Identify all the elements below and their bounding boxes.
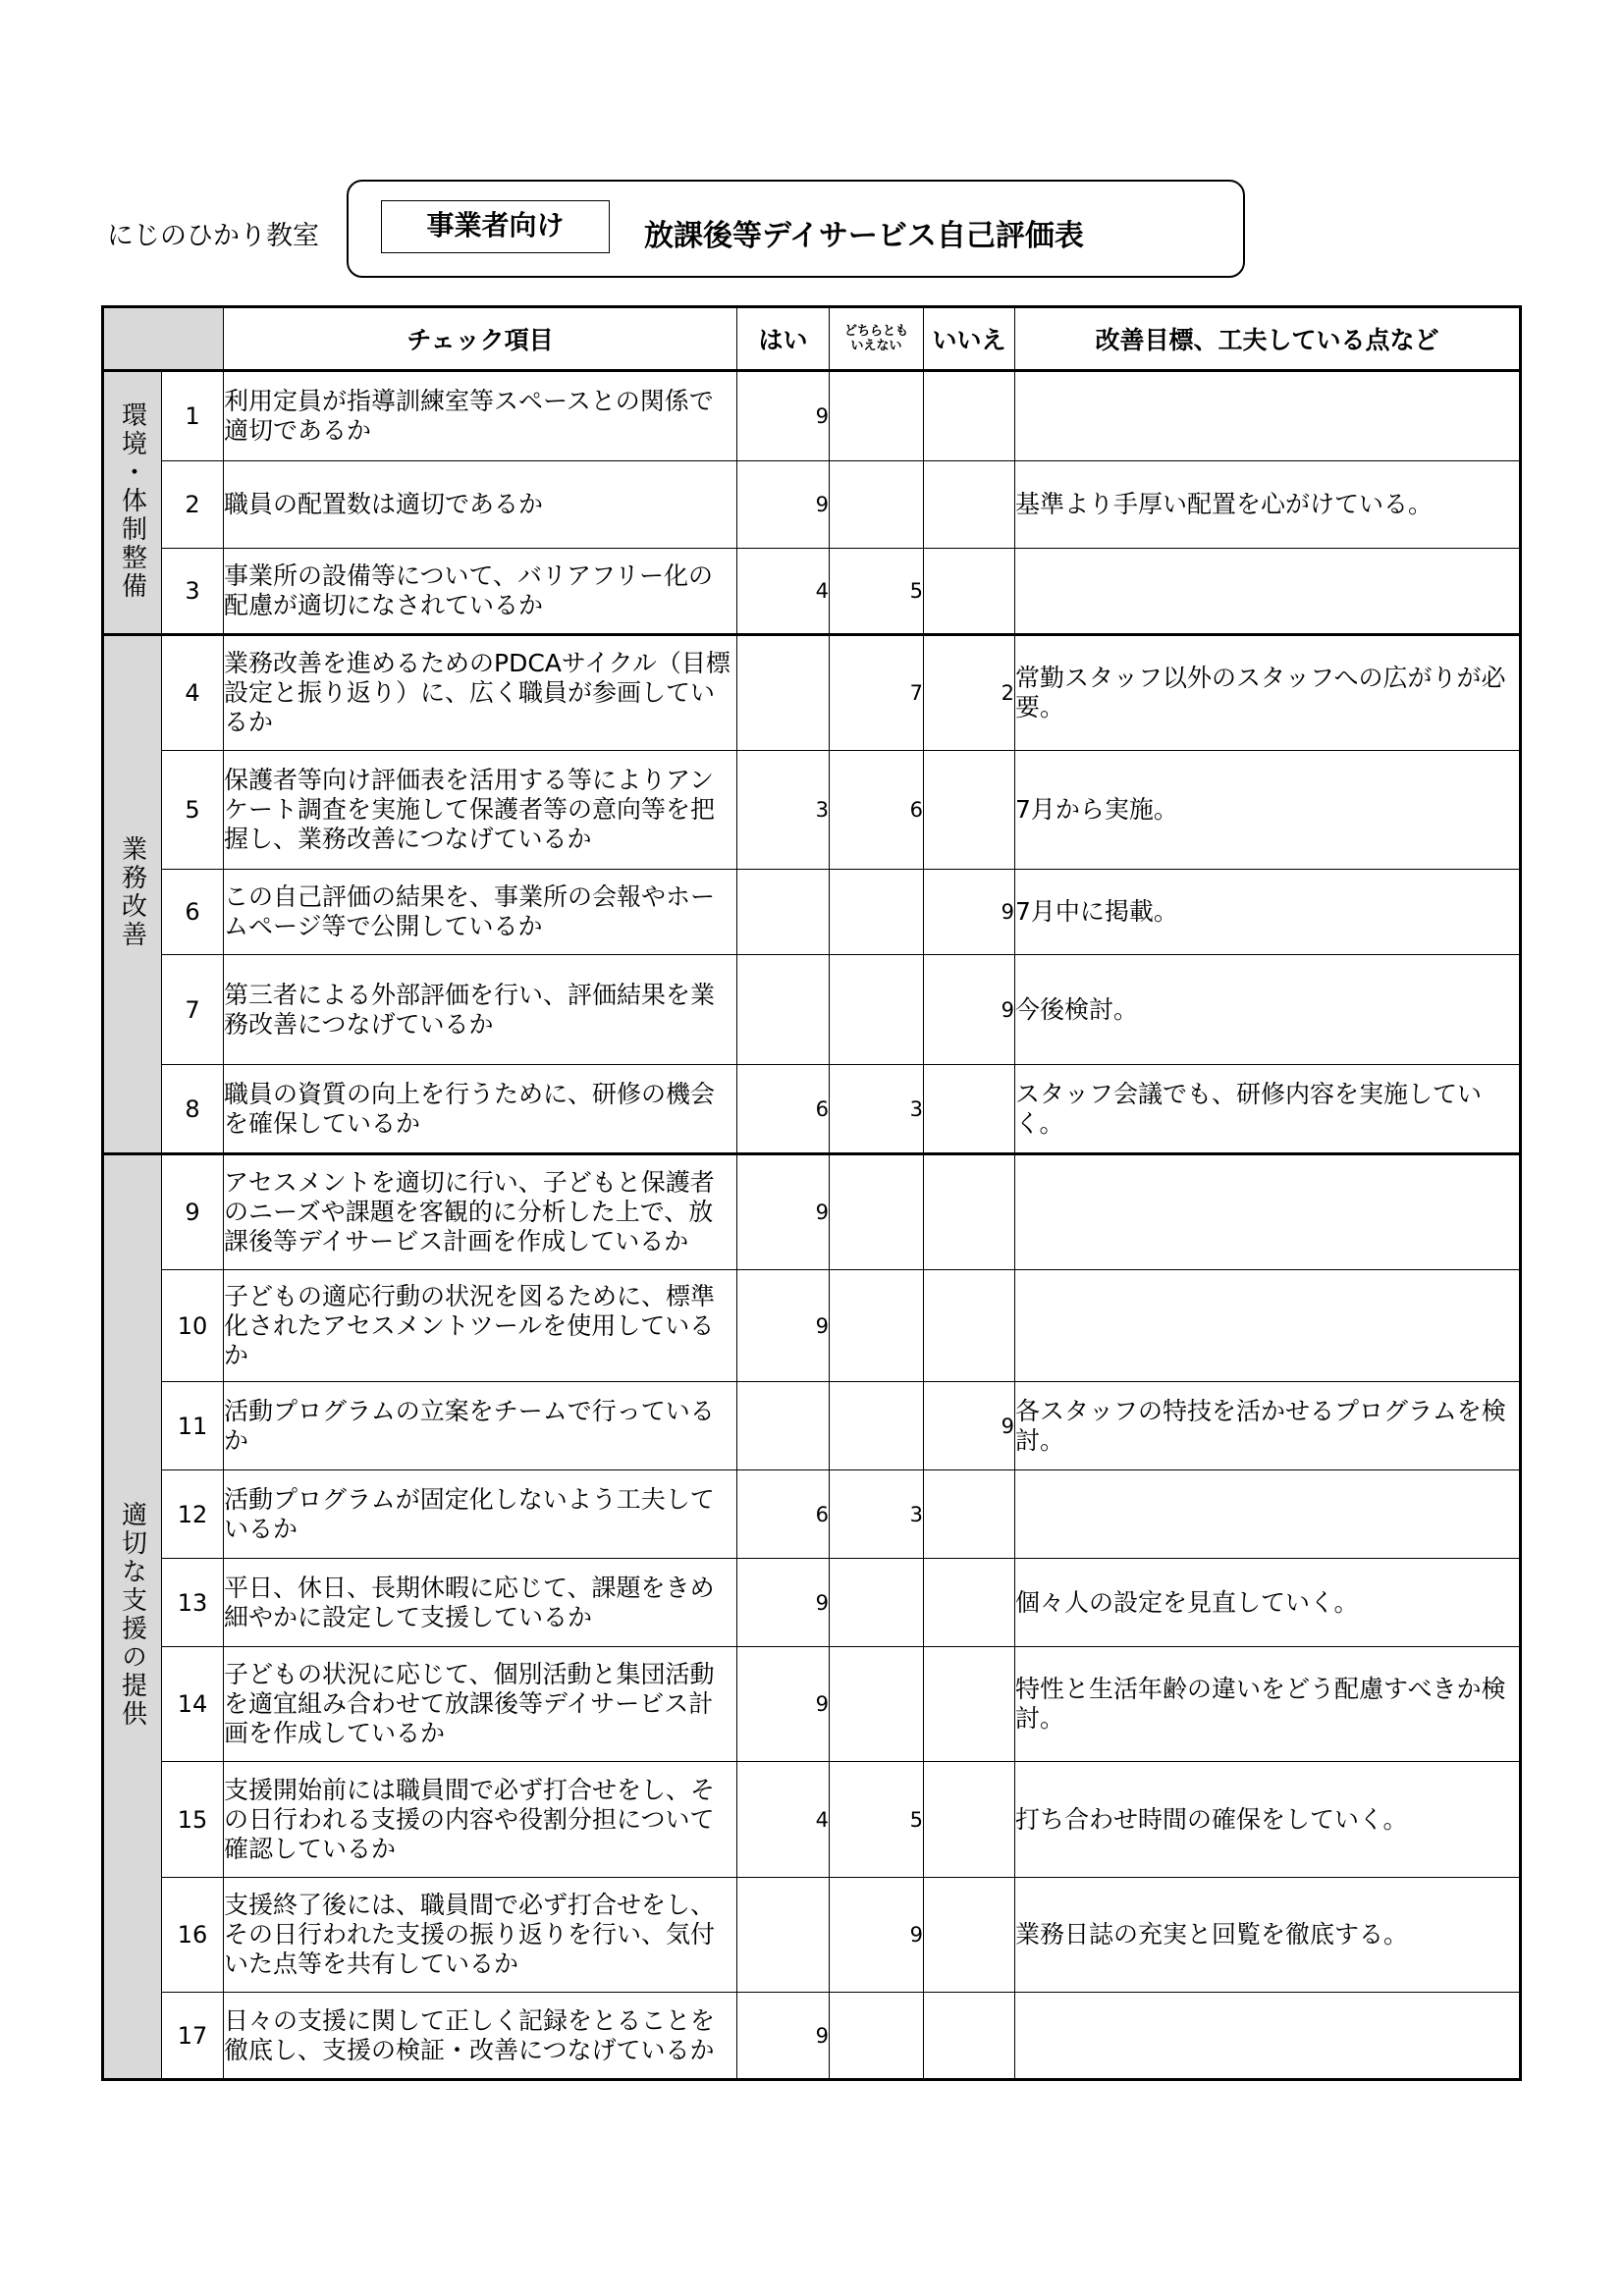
check-item-text: 活動プログラムが固定化しないよう工夫しているか	[224, 1470, 737, 1559]
row-number: 13	[162, 1559, 224, 1647]
row-number: 2	[162, 461, 224, 549]
table-row	[103, 1878, 1521, 1993]
row-number: 5	[162, 751, 224, 870]
improvement-note: スタッフ会議でも、研修内容を実施していく。	[1015, 1065, 1521, 1154]
no-count: 9	[924, 870, 1015, 955]
row-number: 8	[162, 1065, 224, 1154]
yes-count: 3	[737, 751, 830, 870]
row-number: 11	[162, 1382, 224, 1470]
check-item-text: 支援開始前には職員間で必ず打合せをし、その日行われる支援の内容や役割分担について確認しているか	[224, 1762, 737, 1878]
improvement-note	[1015, 1154, 1521, 1270]
no-count	[924, 1762, 1015, 1878]
neither-count	[830, 461, 924, 549]
table-row	[103, 1470, 1521, 1559]
no-count: 9	[924, 955, 1015, 1065]
no-count: 2	[924, 635, 1015, 751]
improvement-note	[1015, 549, 1521, 635]
check-item-text: 日々の支援に関して正しく記録をとることを徹底し、支援の検証・改善につなげているか	[224, 1993, 737, 2080]
no-count	[924, 1647, 1015, 1762]
neither-count	[830, 870, 924, 955]
category-cell	[103, 1154, 162, 2080]
check-item-text: 子どもの適応行動の状況を図るために、標準化されたアセスメントツールを使用しているか	[224, 1270, 737, 1382]
yes-count: 9	[737, 1647, 830, 1762]
table-row	[103, 1559, 1521, 1647]
improvement-note	[1015, 1993, 1521, 2080]
neither-count	[830, 1154, 924, 1270]
check-item-text: 保護者等向け評価表を活用する等によりアンケート調査を実施して保護者等の意向等を把握し、業務改善につなげているか	[224, 751, 737, 870]
table-body	[103, 371, 1521, 2080]
yes-count: 9	[737, 1270, 830, 1382]
row-number: 7	[162, 955, 224, 1065]
check-item-text: 利用定員が指導訓練室等スペースとの関係で適切であるか	[224, 371, 737, 461]
improvement-note: 7月から実施。	[1015, 751, 1521, 870]
improvement-note: 各スタッフの特技を活かせるプログラムを検討。	[1015, 1382, 1521, 1470]
category-cell	[103, 635, 162, 1154]
no-count	[924, 1993, 1015, 2080]
organization-name: にじのひかり教室	[107, 221, 319, 251]
improvement-note: 特性と生活年齢の違いをどう配慮すべきか検討。	[1015, 1647, 1521, 1762]
check-item-text: 子どもの状況に応じて、個別活動と集団活動を適宜組み合わせて放課後等デイサービス計画を作成しているか	[224, 1647, 737, 1762]
row-number: 1	[162, 371, 224, 461]
table-row	[103, 461, 1521, 549]
check-item-text: 職員の資質の向上を行うために、研修の機会を確保しているか	[224, 1065, 737, 1154]
yes-count: 4	[737, 1762, 830, 1878]
header-blank-cell	[103, 307, 224, 371]
check-item-text: 業務改善を進めるためのPDCAサイクル（目標設定と振り返り）に、広く職員が参画しているか	[224, 635, 737, 751]
row-number: 4	[162, 635, 224, 751]
yes-count	[737, 635, 830, 751]
table-header-row	[103, 307, 1521, 371]
yes-count: 9	[737, 1993, 830, 2080]
neither-count: 3	[830, 1470, 924, 1559]
header-yes: はい	[737, 307, 830, 371]
improvement-note: 今後検討。	[1015, 955, 1521, 1065]
no-count	[924, 371, 1015, 461]
improvement-note: 常勤スタッフ以外のスタッフへの広がりが必要。	[1015, 635, 1521, 751]
check-item-text: 事業所の設備等について、バリアフリー化の配慮が適切になされているか	[224, 549, 737, 635]
no-count: 9	[924, 1382, 1015, 1470]
header-notes: 改善目標、工夫している点など	[1015, 307, 1521, 371]
neither-count	[830, 371, 924, 461]
audience-label: 事業者向け	[381, 200, 610, 253]
yes-count: 9	[737, 371, 830, 461]
table-row	[103, 371, 1521, 461]
neither-count: 9	[830, 1878, 924, 1993]
improvement-note	[1015, 1270, 1521, 1382]
neither-count: 3	[830, 1065, 924, 1154]
table-row	[103, 1065, 1521, 1154]
yes-count: 4	[737, 549, 830, 635]
improvement-note	[1015, 371, 1521, 461]
row-number: 9	[162, 1154, 224, 1270]
category-label: 適切な支援の提供	[117, 1501, 147, 1729]
improvement-note: 打ち合わせ時間の確保をしていく。	[1015, 1762, 1521, 1878]
category-cell	[103, 371, 162, 635]
table-row	[103, 870, 1521, 955]
improvement-note	[1015, 1470, 1521, 1559]
improvement-note: 個々人の設定を見直していく。	[1015, 1559, 1521, 1647]
check-item-text: 第三者による外部評価を行い、評価結果を業務改善につなげているか	[224, 955, 737, 1065]
yes-count: 9	[737, 1559, 830, 1647]
no-count	[924, 1270, 1015, 1382]
yes-count	[737, 870, 830, 955]
neither-count	[830, 1993, 924, 2080]
table-row	[103, 1270, 1521, 1382]
table-row	[103, 1382, 1521, 1470]
improvement-note: 業務日誌の充実と回覧を徹底する。	[1015, 1878, 1521, 1993]
yes-count	[737, 1878, 830, 1993]
evaluation-table	[101, 305, 1522, 2081]
yes-count: 9	[737, 461, 830, 549]
neither-count: 7	[830, 635, 924, 751]
document-title: 放課後等デイサービス自己評価表	[644, 219, 1084, 253]
neither-count	[830, 955, 924, 1065]
row-number: 14	[162, 1647, 224, 1762]
table-row	[103, 1762, 1521, 1878]
row-number: 17	[162, 1993, 224, 2080]
row-number: 15	[162, 1762, 224, 1878]
yes-count	[737, 1382, 830, 1470]
neither-count	[830, 1270, 924, 1382]
no-count	[924, 1559, 1015, 1647]
check-item-text: 支援終了後には、職員間で必ず打合せをし、その日行われた支援の振り返りを行い、気付いた点等を共有しているか	[224, 1878, 737, 1993]
table-row	[103, 751, 1521, 870]
title-box	[347, 180, 1245, 278]
row-number: 12	[162, 1470, 224, 1559]
yes-count	[737, 955, 830, 1065]
yes-count: 6	[737, 1065, 830, 1154]
table-row	[103, 1993, 1521, 2080]
row-number: 10	[162, 1270, 224, 1382]
no-count	[924, 1065, 1015, 1154]
row-number: 16	[162, 1878, 224, 1993]
no-count	[924, 1154, 1015, 1270]
check-item-text: 職員の配置数は適切であるか	[224, 461, 737, 549]
row-number: 6	[162, 870, 224, 955]
no-count	[924, 751, 1015, 870]
check-item-text: アセスメントを適切に行い、子どもと保護者のニーズや課題を客観的に分析した上で、放課後等デイサービス計画を作成しているか	[224, 1154, 737, 1270]
category-label: 環境・体制整備	[117, 400, 147, 601]
no-count	[924, 1470, 1015, 1559]
neither-count: 5	[830, 1762, 924, 1878]
row-number: 3	[162, 549, 224, 635]
neither-count	[830, 1647, 924, 1762]
improvement-note: 7月中に掲載。	[1015, 870, 1521, 955]
table-row	[103, 635, 1521, 751]
yes-count: 6	[737, 1470, 830, 1559]
table-row	[103, 1154, 1521, 1270]
table-row	[103, 955, 1521, 1065]
check-item-text: 活動プログラムの立案をチームで行っているか	[224, 1382, 737, 1470]
no-count	[924, 1878, 1015, 1993]
neither-count	[830, 1382, 924, 1470]
check-item-text: この自己評価の結果を、事業所の会報やホームページ等で公開しているか	[224, 870, 737, 955]
yes-count: 9	[737, 1154, 830, 1270]
neither-count	[830, 1559, 924, 1647]
neither-count: 6	[830, 751, 924, 870]
header-check-item: チェック項目	[224, 307, 737, 371]
table-row	[103, 549, 1521, 635]
check-item-text: 平日、休日、長期休暇に応じて、課題をきめ細やかに設定して支援しているか	[224, 1559, 737, 1647]
neither-count: 5	[830, 549, 924, 635]
table-row	[103, 1647, 1521, 1762]
improvement-note: 基準より手厚い配置を心がけている。	[1015, 461, 1521, 549]
no-count	[924, 461, 1015, 549]
category-label: 業務改善	[117, 835, 147, 949]
header-neither: どちらとも いえない	[830, 307, 924, 371]
no-count	[924, 549, 1015, 635]
header-no: いいえ	[924, 307, 1015, 371]
